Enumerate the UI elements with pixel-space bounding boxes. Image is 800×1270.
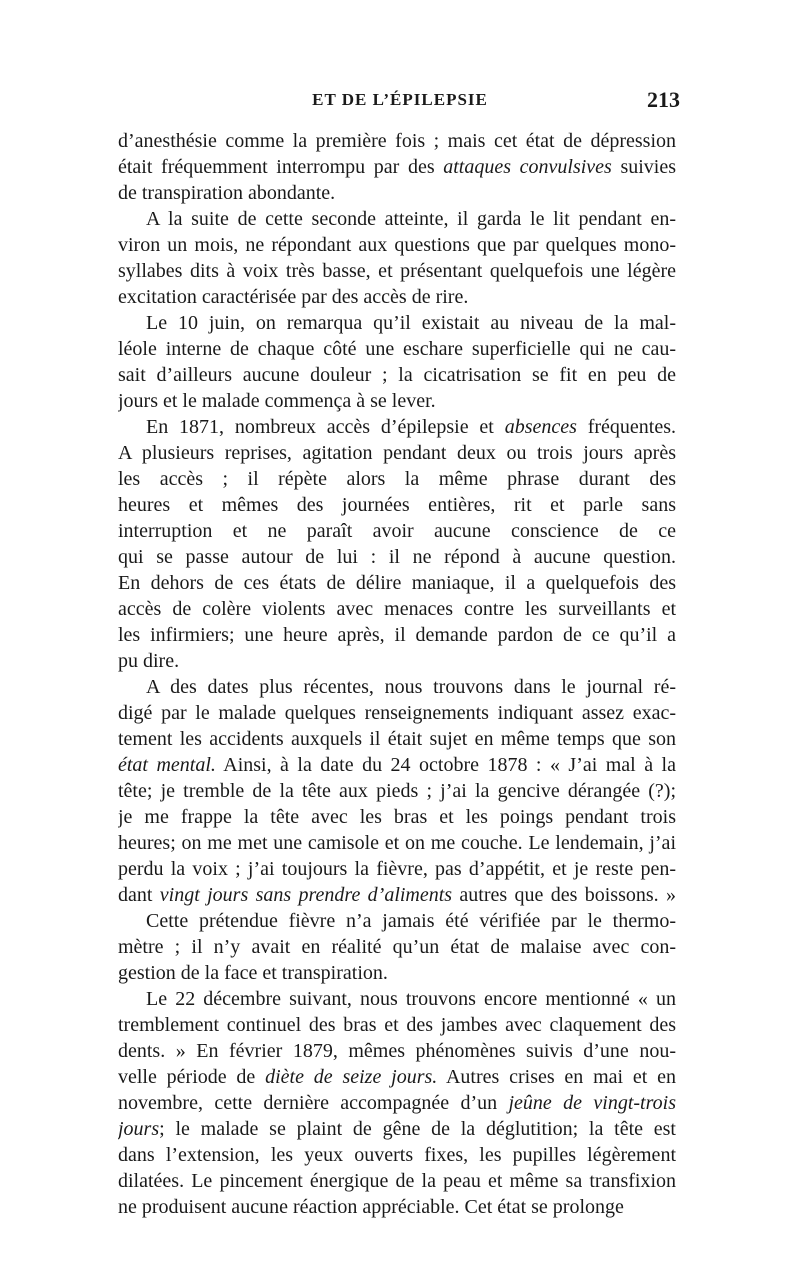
text-line bbox=[118, 388, 676, 414]
italic-text: jours bbox=[118, 1118, 160, 1140]
text-line bbox=[118, 1116, 676, 1142]
text-segment: velle période de bbox=[118, 1066, 266, 1088]
text-line bbox=[118, 934, 676, 960]
text-segment: qui se passe autour de lui : il ne répond à aucune question. bbox=[118, 546, 676, 568]
text-segment: interruption et ne paraît avoir aucune conscience de ce bbox=[118, 520, 676, 542]
text-segment: perdu la voix ; j’ai toujours la fièvre, pas d’appétit, et je reste pen- bbox=[118, 858, 676, 880]
text-segment: Le 22 décembre suivant, nous trouvons encore mentionné « un bbox=[146, 988, 676, 1010]
text-segment: dant bbox=[118, 884, 160, 906]
text-line bbox=[118, 258, 676, 284]
italic-text: absences bbox=[504, 416, 577, 438]
text-line bbox=[118, 518, 676, 544]
text-segment: les accès ; il répète alors la même phrase durant des bbox=[118, 468, 676, 490]
text-segment: gestion de la face et transpiration. bbox=[118, 962, 388, 984]
text-line bbox=[118, 492, 676, 518]
text-line bbox=[118, 622, 676, 648]
text-segment: tremblement continuel des bras et des jambes avec claquement des bbox=[118, 1014, 676, 1036]
text-line bbox=[118, 1194, 676, 1220]
italic-text: attaques convulsives bbox=[443, 156, 612, 178]
text-line bbox=[118, 284, 676, 310]
text-line bbox=[118, 986, 676, 1012]
text-segment: autres que des boissons. » bbox=[452, 884, 676, 906]
text-segment: pu dire. bbox=[118, 650, 180, 672]
text-segment: ne produisent aucune réaction appréciable. Cet état se prolonge bbox=[118, 1196, 624, 1218]
text-segment: était fréquemment interrompu par des bbox=[118, 156, 444, 178]
text-segment: Cette prétendue fièvre n’a jamais été vérifiée par le thermo- bbox=[146, 910, 676, 932]
text-line bbox=[118, 1038, 676, 1064]
text-segment: Ainsi, à la date du 24 octobre 1878 : « J’ai mal à la bbox=[215, 754, 676, 776]
text-line bbox=[118, 362, 676, 388]
text-line bbox=[118, 804, 676, 830]
text-segment: digé par le malade quelques renseignements indiquant assez exac- bbox=[118, 702, 676, 724]
text-segment: A des dates plus récentes, nous trouvons dans le journal ré- bbox=[146, 676, 676, 698]
text-line bbox=[118, 1168, 676, 1194]
text-segment: novembre, cette dernière accompagnée d’un bbox=[118, 1092, 509, 1114]
text-line bbox=[118, 1142, 676, 1168]
text-segment: léole interne de chaque côté une eschare superficielle qui ne cau- bbox=[118, 338, 676, 360]
text-segment: sait d’ailleurs aucune douleur ; la cicatrisation se fit en peu de bbox=[118, 364, 676, 386]
text-segment: suivies bbox=[611, 156, 676, 178]
text-segment: viron un mois, ne répondant aux questions que par quelques mono- bbox=[118, 234, 676, 256]
running-title: ET DE L’ÉPILEPSIE bbox=[312, 90, 488, 109]
text-line bbox=[118, 310, 676, 336]
text-segment: jours et le malade commença à se lever. bbox=[118, 390, 436, 412]
italic-text: jeûne de vingt-trois bbox=[508, 1092, 676, 1114]
text-line bbox=[118, 1090, 676, 1116]
text-line bbox=[118, 440, 676, 466]
text-segment: les infirmiers; une heure après, il demande pardon de ce qu’il a bbox=[118, 624, 676, 646]
text-segment: mètre ; il n’y avait en réalité qu’un état de malaise avec con- bbox=[118, 936, 676, 958]
text-line bbox=[118, 128, 676, 154]
text-line bbox=[118, 466, 676, 492]
text-line bbox=[118, 1064, 676, 1090]
text-line bbox=[118, 778, 676, 804]
text-line bbox=[118, 700, 676, 726]
text-segment: d’anesthésie comme la première fois ; mais cet état de dépression bbox=[118, 130, 676, 152]
text-line bbox=[118, 830, 676, 856]
body-text bbox=[118, 128, 676, 1220]
text-segment: dans l’extension, les yeux ouverts fixes, les pupilles légèrement bbox=[118, 1144, 676, 1166]
italic-text: état mental. bbox=[118, 754, 216, 776]
text-line bbox=[118, 726, 676, 752]
text-segment: En 1871, nombreux accès d’épilepsie et bbox=[146, 416, 505, 438]
text-line bbox=[118, 1012, 676, 1038]
text-segment: Autres crises en mai et en bbox=[437, 1066, 676, 1088]
text-segment: de transpiration abondante. bbox=[118, 182, 336, 204]
text-line bbox=[118, 960, 676, 986]
text-segment: Le 10 juin, on remarqua qu’il existait au niveau de la mal- bbox=[146, 312, 676, 334]
text-line bbox=[118, 154, 676, 180]
text-segment: accès de colère violents avec menaces contre les surveillants et bbox=[118, 598, 676, 620]
text-segment: tement les accidents auxquels il était sujet en même temps que son bbox=[118, 728, 676, 750]
text-line bbox=[118, 908, 676, 934]
text-line bbox=[118, 180, 676, 206]
text-segment: excitation caractérisée par des accès de rire. bbox=[118, 286, 469, 308]
text-segment: A plusieurs reprises, agitation pendant deux ou trois jours après bbox=[118, 442, 676, 464]
italic-text: diète de seize jours. bbox=[265, 1066, 438, 1088]
text-segment: heures; on me met une camisole et on me couche. Le lendemain, j’ai bbox=[118, 832, 676, 854]
text-line bbox=[118, 570, 676, 596]
text-line bbox=[118, 856, 676, 882]
text-line bbox=[118, 414, 676, 440]
text-line bbox=[118, 596, 676, 622]
text-line bbox=[118, 544, 676, 570]
text-segment: dents. » En février 1879, mêmes phénomènes suivis d’une nou- bbox=[118, 1040, 676, 1062]
text-segment: En dehors de ces états de délire maniaque, il a quelquefois des bbox=[118, 572, 676, 594]
text-line bbox=[118, 648, 676, 674]
text-line bbox=[118, 752, 676, 778]
page-number: 213 bbox=[647, 87, 680, 112]
text-segment: heures et mêmes des journées entières, rit et parle sans bbox=[118, 494, 676, 516]
text-segment: syllabes dits à voix très basse, et présentant quelquefois une légère bbox=[118, 260, 676, 282]
italic-text: vingt jours sans prendre d’aliments bbox=[159, 884, 453, 906]
text-line bbox=[118, 336, 676, 362]
text-segment: je me frappe la tête avec les bras et les poings pendant trois bbox=[118, 806, 676, 828]
text-segment: A la suite de cette seconde atteinte, il garda le lit pendant en- bbox=[146, 208, 676, 230]
text-line bbox=[118, 206, 676, 232]
running-header bbox=[120, 87, 680, 120]
text-segment: dilatées. Le pincement énergique de la peau et même sa transfixion bbox=[118, 1170, 676, 1192]
text-segment: tête; je tremble de la tête aux pieds ; j’ai la gencive dérangée (?); bbox=[118, 780, 676, 802]
text-segment: fréquentes. bbox=[576, 416, 676, 438]
text-segment: ; le malade se plaint de gêne de la déglutition; la tête est bbox=[159, 1118, 676, 1140]
text-line bbox=[118, 232, 676, 258]
text-line bbox=[118, 882, 676, 908]
text-line bbox=[118, 674, 676, 700]
